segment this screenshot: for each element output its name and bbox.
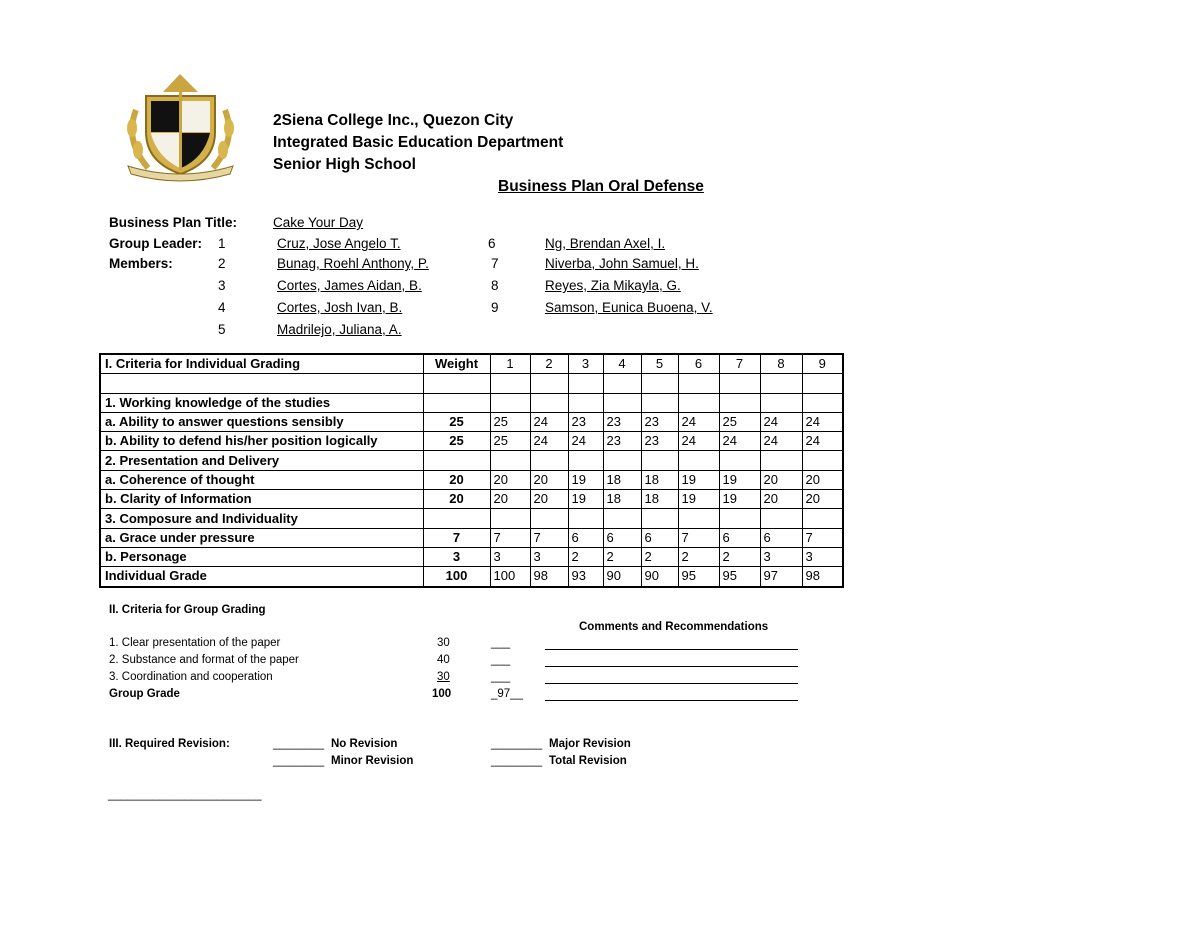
score-cell: 19: [678, 490, 719, 509]
table-row: [100, 393, 843, 412]
table-row: [100, 432, 843, 451]
criterion-label: a. Ability to answer questions sensibly: [100, 412, 423, 431]
score-cell: [568, 509, 603, 528]
score-cell: [530, 393, 568, 412]
table-row: [100, 547, 843, 566]
group-grading-title: II. Criteria for Group Grading: [109, 604, 266, 616]
weight-cell: [423, 451, 490, 470]
score-cell: 7: [490, 528, 530, 547]
score-cell: 24: [530, 412, 568, 431]
table-row: [100, 490, 843, 509]
score-cell: [530, 451, 568, 470]
table-header-row: [100, 354, 843, 374]
comments-title: Comments and Recommendations: [579, 621, 769, 633]
score-cell: 25: [490, 432, 530, 451]
criterion-label: a. Grace under pressure: [100, 528, 423, 547]
member-number: 6: [488, 236, 496, 251]
plan-title-label: Business Plan Title:: [109, 215, 238, 230]
revision-option-no-revision: No Revision: [331, 738, 398, 750]
score-cell: 19: [678, 470, 719, 489]
group-criterion-label: 3. Coordination and cooperation: [109, 671, 273, 683]
score-cell: 98: [802, 567, 843, 587]
score-cell: 24: [760, 412, 802, 431]
criterion-label: a. Coherence of thought: [100, 470, 423, 489]
score-cell: 19: [568, 490, 603, 509]
score-cell: [603, 374, 641, 393]
score-cell: 2: [603, 547, 641, 566]
table-row: [100, 374, 843, 393]
score-cell: 25: [490, 412, 530, 431]
score-cell: 19: [568, 470, 603, 489]
score-cell: 24: [678, 412, 719, 431]
score-cell: 23: [641, 432, 678, 451]
revision-option-minor-revision: Minor Revision: [331, 755, 414, 767]
score-cell: [802, 393, 843, 412]
score-cell: [530, 374, 568, 393]
criterion-label: Individual Grade: [100, 567, 423, 587]
weight-cell: [423, 509, 490, 528]
weight-cell: 3: [423, 547, 490, 566]
comment-line: [545, 666, 798, 667]
members-label: Members:: [109, 256, 173, 271]
score-cell: 90: [603, 567, 641, 587]
form-title: Business Plan Oral Defense: [498, 178, 704, 195]
weight-cell: 20: [423, 470, 490, 489]
score-cell: [760, 374, 802, 393]
score-cell: 23: [641, 412, 678, 431]
score-cell: 97: [760, 567, 802, 587]
table-row: [100, 528, 843, 547]
score-cell: 2: [678, 547, 719, 566]
member-number: 1: [218, 236, 226, 251]
table-row: [100, 470, 843, 489]
score-cell: 20: [530, 470, 568, 489]
table-row: [100, 412, 843, 431]
member-name: Reyes, Zia Mikayla, G.: [545, 278, 681, 293]
member-number: 8: [491, 278, 499, 293]
score-cell: [641, 393, 678, 412]
group-criterion-label: 2. Substance and format of the paper: [109, 654, 299, 666]
score-cell: 20: [802, 470, 843, 489]
score-cell: 18: [641, 490, 678, 509]
member-number: 2: [218, 256, 226, 271]
weight-cell: 100: [423, 567, 490, 587]
score-cell: 6: [760, 528, 802, 547]
score-cell: 20: [490, 490, 530, 509]
score-cell: [760, 451, 802, 470]
score-cell: 23: [603, 412, 641, 431]
score-cell: 24: [802, 412, 843, 431]
score-cell: 20: [760, 470, 802, 489]
score-cell: 20: [802, 490, 843, 509]
revision-option-major-revision: Major Revision: [549, 738, 631, 750]
member-name: Bunag, Roehl Anthony, P.: [277, 256, 429, 271]
comment-line: [545, 683, 798, 684]
score-cell: 2: [641, 547, 678, 566]
member-name: Madrilejo, Juliana, A.: [277, 322, 402, 337]
score-cell: 24: [530, 432, 568, 451]
group-criterion-weight: 30: [437, 671, 450, 683]
score-cell: 3: [530, 547, 568, 566]
score-cell: [568, 451, 603, 470]
score-cell: 93: [568, 567, 603, 587]
score-cell: 20: [530, 490, 568, 509]
weight-cell: 25: [423, 432, 490, 451]
weight-cell: [423, 393, 490, 412]
score-cell: 19: [719, 470, 760, 489]
score-cell: 18: [603, 470, 641, 489]
score-cell: 2: [568, 547, 603, 566]
score-cell: [490, 374, 530, 393]
member-col-header: 1: [490, 354, 530, 374]
criteria-header: I. Criteria for Individual Grading: [100, 354, 423, 374]
member-name: Samson, Eunica Buoena, V.: [545, 300, 713, 315]
revision-blank[interactable]: ________: [273, 755, 325, 767]
group-criterion-weight: 30: [437, 637, 450, 649]
score-cell: [719, 393, 760, 412]
score-cell: [678, 374, 719, 393]
score-cell: [802, 509, 843, 528]
member-number: 7: [491, 256, 499, 271]
member-col-header: 9: [802, 354, 843, 374]
score-cell: 90: [641, 567, 678, 587]
score-cell: 6: [568, 528, 603, 547]
weight-cell: 20: [423, 490, 490, 509]
department-name: Integrated Basic Education Department: [273, 134, 564, 151]
score-cell: [568, 393, 603, 412]
group-grade-score: _97__: [491, 688, 523, 700]
member-col-header: 4: [603, 354, 641, 374]
table-row: [100, 509, 843, 528]
criterion-label: b. Personage: [100, 547, 423, 566]
score-cell: 24: [802, 432, 843, 451]
criterion-label: b. Ability to defend his/her position logically: [100, 432, 423, 451]
revision-blank[interactable]: ________: [491, 755, 543, 767]
score-cell: [490, 509, 530, 528]
score-cell: [568, 374, 603, 393]
group-criterion-score: ___: [491, 671, 511, 683]
member-number: 5: [218, 322, 226, 337]
criterion-label: [100, 374, 423, 393]
member-number: 4: [218, 300, 226, 315]
individual-grading-table: [99, 353, 844, 588]
group-criterion-weight: 40: [437, 654, 450, 666]
required-revision-label: III. Required Revision:: [109, 738, 230, 750]
member-name: Cruz, Jose Angelo T.: [277, 236, 401, 251]
school-level: Senior High School: [273, 156, 416, 173]
member-name: Ng, Brendan Axel, I.: [545, 236, 666, 251]
plan-title-value: Cake Your Day: [273, 215, 364, 230]
score-cell: 6: [719, 528, 760, 547]
score-cell: 24: [568, 432, 603, 451]
score-cell: 98: [530, 567, 568, 587]
score-cell: 23: [603, 432, 641, 451]
revision-blank[interactable]: ________: [491, 738, 543, 750]
member-col-header: 6: [678, 354, 719, 374]
score-cell: 6: [641, 528, 678, 547]
comment-line: [545, 649, 798, 650]
school-name: 2Siena College Inc., Quezon City: [273, 112, 514, 129]
group-criterion-score: ___: [491, 637, 511, 649]
member-name: Niverba, John Samuel, H.: [545, 256, 699, 271]
score-cell: 3: [490, 547, 530, 566]
signature-line[interactable]: ________________________: [108, 789, 262, 801]
weight-header: Weight: [423, 354, 490, 374]
revision-blank[interactable]: ________: [273, 738, 325, 750]
score-cell: 24: [760, 432, 802, 451]
member-name: Cortes, James Aidan, B.: [277, 278, 422, 293]
score-cell: 2: [719, 547, 760, 566]
comment-line: [545, 700, 798, 701]
score-cell: 100: [490, 567, 530, 587]
score-cell: 24: [719, 432, 760, 451]
criterion-label: 3. Composure and Individuality: [100, 509, 423, 528]
score-cell: 7: [802, 528, 843, 547]
score-cell: [641, 451, 678, 470]
group-criterion-score: ___: [491, 654, 511, 666]
score-cell: [678, 393, 719, 412]
score-cell: 18: [641, 470, 678, 489]
score-cell: 24: [678, 432, 719, 451]
criterion-label: 2. Presentation and Delivery: [100, 451, 423, 470]
score-cell: [678, 509, 719, 528]
score-cell: [802, 451, 843, 470]
weight-cell: 7: [423, 528, 490, 547]
score-cell: [603, 393, 641, 412]
score-cell: [641, 374, 678, 393]
score-cell: 6: [603, 528, 641, 547]
table-row: [100, 567, 843, 587]
score-cell: 25: [719, 412, 760, 431]
score-cell: [490, 393, 530, 412]
score-cell: 3: [760, 547, 802, 566]
weight-cell: 25: [423, 412, 490, 431]
score-cell: [760, 509, 802, 528]
score-cell: [641, 509, 678, 528]
score-cell: [719, 509, 760, 528]
criterion-label: 1. Working knowledge of the studies: [100, 393, 423, 412]
group-grade-label: Group Grade: [109, 688, 180, 700]
member-number: 3: [218, 278, 226, 293]
score-cell: 95: [719, 567, 760, 587]
score-cell: [678, 451, 719, 470]
score-cell: 20: [760, 490, 802, 509]
member-col-header: 5: [641, 354, 678, 374]
score-cell: [719, 374, 760, 393]
score-cell: 7: [678, 528, 719, 547]
weight-cell: [423, 374, 490, 393]
revision-option-total-revision: Total Revision: [549, 755, 627, 767]
score-cell: [603, 509, 641, 528]
group-criterion-label: 1. Clear presentation of the paper: [109, 637, 281, 649]
member-number: 9: [491, 300, 499, 315]
member-col-header: 2: [530, 354, 568, 374]
score-cell: 20: [490, 470, 530, 489]
criterion-label: b. Clarity of Information: [100, 490, 423, 509]
score-cell: 18: [603, 490, 641, 509]
score-cell: 3: [802, 547, 843, 566]
score-cell: 23: [568, 412, 603, 431]
score-cell: [603, 451, 641, 470]
score-cell: [530, 509, 568, 528]
score-cell: 19: [719, 490, 760, 509]
member-name: Cortes, Josh Ivan, B.: [277, 300, 403, 315]
school-seal-logo: [118, 70, 243, 185]
score-cell: [490, 451, 530, 470]
score-cell: [802, 374, 843, 393]
group-leader-label: Group Leader:: [109, 236, 203, 251]
score-cell: 95: [678, 567, 719, 587]
table-row: [100, 451, 843, 470]
score-cell: [719, 451, 760, 470]
group-grade-weight: 100: [432, 688, 452, 700]
score-cell: 7: [530, 528, 568, 547]
score-cell: [760, 393, 802, 412]
member-col-header: 7: [719, 354, 760, 374]
member-col-header: 8: [760, 354, 802, 374]
member-col-header: 3: [568, 354, 603, 374]
